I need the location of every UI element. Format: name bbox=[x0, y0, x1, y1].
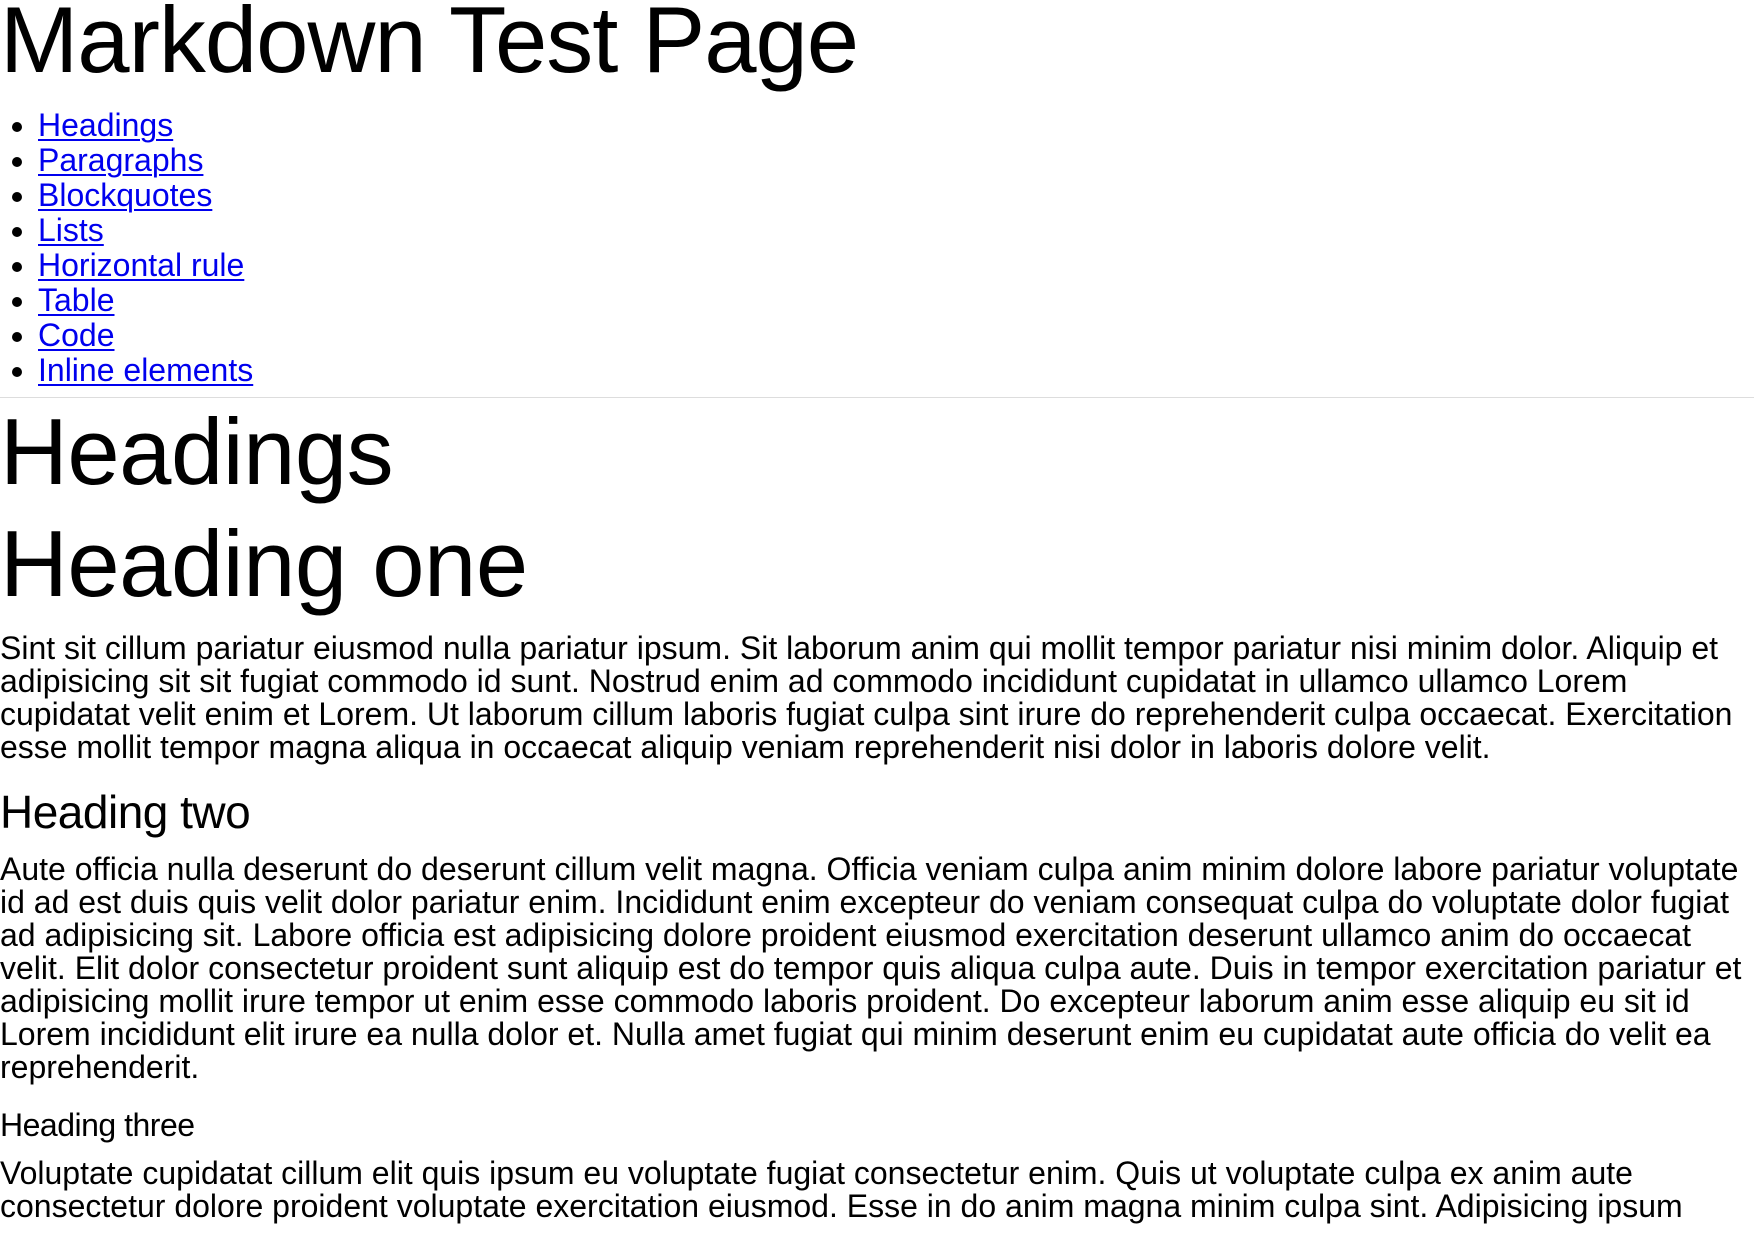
toc-item-inline-elements bbox=[38, 353, 253, 388]
toc-link-blockquotes[interactable]: Blockquotes bbox=[38, 177, 213, 213]
table-of-contents bbox=[0, 108, 253, 388]
toc-item-lists bbox=[38, 213, 253, 248]
paragraph-two: Aute officia nulla deserunt do deserunt cillum velit magna. Officia veniam culpa anim minim dolore labore pariatur voluptate id ad est duis quis velit dolor pariatur enim. Incididunt enim excepteur do veniam consequat culpa do voluptate dolor fugiat ad adipisicing sit. Labore officia est adipisicing dolore proident eiusmod exercitation deserunt ullamco anim do occaecat velit. Elit dolor consectetur proident sunt aliquip est do tempor quis aliqua culpa aute. Duis in tempor exercitation pariatur et adipisicing mollit irure tempor ut enim esse commodo laboris proident. Do excepteur laborum anim esse aliquip eu sit id Lorem incididunt elit irure ea nulla dolor et. Nulla amet fugiat qui minim deserunt enim eu cupidatat aute officia do velit ea reprehenderit. bbox=[0, 851, 1742, 1085]
toc-link-inline-elements[interactable]: Inline elements bbox=[38, 352, 254, 388]
paragraph-three: Voluptate cupidatat cillum elit quis ipsum eu voluptate fugiat consectetur enim. Quis ut voluptate culpa ex anim aute consectetur dolore proident voluptate exercitation eiusmod. Esse in do anim magna minim culpa sint. Adipisicing ipsum bbox=[0, 1155, 1683, 1224]
toc-item-horizontal-rule bbox=[38, 248, 253, 283]
toc-item-code bbox=[38, 318, 253, 353]
toc-link-headings[interactable]: Headings bbox=[38, 107, 174, 143]
toc-link-table[interactable]: Table bbox=[38, 282, 115, 318]
toc-link-lists[interactable]: Lists bbox=[38, 212, 104, 248]
horizontal-rule bbox=[0, 397, 1754, 398]
page-title: Markdown Test Page bbox=[0, 0, 859, 92]
toc-link-horizontal-rule[interactable]: Horizontal rule bbox=[38, 247, 245, 283]
section-heading-headings: Headings bbox=[0, 399, 394, 504]
toc-item-headings bbox=[38, 108, 253, 143]
paragraph-one: Sint sit cillum pariatur eiusmod nulla pariatur ipsum. Sit laborum anim qui mollit tempor pariatur nisi minim dolor. Aliquip et adipisicing sit sit fugiat commodo id sunt. Nostrud enim ad commodo incididunt cupidatat in ullamco ullamco Lorem cupidatat velit enim et Lorem. Ut laborum cillum laboris fugiat culpa sint irure do reprehenderit culpa occaecat. Exercitation esse mollit tempor magna aliqua in occaecat aliquip veniam reprehenderit nisi dolor in laboris dolore velit. bbox=[0, 630, 1733, 765]
heading-one: Heading one bbox=[0, 511, 528, 616]
heading-two: Heading two bbox=[0, 786, 251, 838]
toc-item-blockquotes bbox=[38, 178, 253, 213]
heading-three: Heading three bbox=[0, 1107, 195, 1143]
toc-link-paragraphs[interactable]: Paragraphs bbox=[38, 142, 204, 178]
toc-item-paragraphs bbox=[38, 143, 253, 178]
toc-item-table bbox=[38, 283, 253, 318]
toc-link-code[interactable]: Code bbox=[38, 317, 115, 353]
